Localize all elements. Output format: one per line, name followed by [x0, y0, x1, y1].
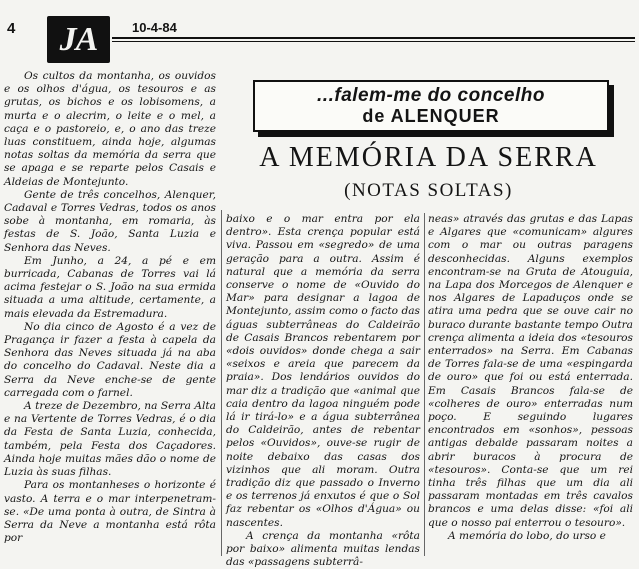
right-text-column — [428, 213, 633, 556]
header-rule — [112, 37, 635, 39]
paragraph: Para os montanheses o horizonte é vasto. A terra e o mar interpenetram-se. «De uma ponta à outra, de Sintra à Serra da Neve a montanha está rôta por — [4, 479, 216, 545]
article-subtitle: (NOTAS SOLTAS) — [344, 180, 513, 201]
paragraph: Em Junho, a 24, a pé e em burricada, Cabanas de Torres vai lá acima festejar o S. João na sua ermida situada a uma altitude, certamente, a mais elevada da Estremadura. — [4, 254, 216, 320]
left-text-column — [4, 70, 216, 556]
banner-line-1: ...falem-me do concelho — [317, 85, 545, 106]
paragraph: Os cultos da montanha, os ouvidos e os olhos d'água, os tesouros e as grutas, os bichos e os lobisomens, a murta e o alecrim, o leite e o mel, a caça e o pastoreio, e, o ano das treze luas constituem, ainda hoje, algumas notas soltas da memória da serra que se apaga e se reparte pelos Casais e Aldeias de Montejunto. — [4, 70, 216, 188]
section-banner — [253, 80, 609, 132]
column-divider — [221, 210, 222, 556]
paragraph: baixo e o mar entra por ela dentro». Esta crença popular está viva. Passou em «segredo» de uma geração para a outra. Assim é natural que a memória da serra conserve o nome de «Ouvido do Mar» para designar a lagoa de Montejunto, assim como o facto das águas subterrâneas do Caldeirão de Casais Brancos rebentarem por «dois ouvidos» donde chega a sair «seixos e areia que parecem da praia». Dos lendários ouvidos do mar diz a tradição que «animal que caia dentro da lagoa ninguém pode lá ir tirá-lo» e a água subterrânea do Caldeirão, antes de rebentar pelos «Ouvidos», ouve-se rugir de noite debaixo das casas dos vizinhos que ali moram. Outra tradição diz que passado o Inverno e os terrenos já enxutos é que o Sol faz rebentar os «Olhos d'Água» ou nascentes. — [226, 213, 420, 529]
column-divider — [424, 213, 425, 556]
page-number: 4 — [7, 20, 16, 37]
middle-text-column — [226, 213, 420, 569]
paragraph: neas» através das grutas e das Lapas e Algares que «comunicam» algures com o mar ou outras paragens desconhecidas. Alguns exemplos encontram-se na Gruta de Atouguia, na Lapa dos Morcegos de Alenquer e nos Algares de Lapaduços onde se atira uma pedra que se ouve cair no buraco durante bastante tempo Outra crença alimenta a ideia dos «tesouros enterrados» na Serra. Em Cabanas de Torres fala-se de uma «espingarda de ouro» que foi ou está enterrada. Em Casais Brancos fala-se de «colheres de ouro» enterradas num poço. E seguindo lugares encontrados em «sonhos», pessoas antigas debalde passaram noites a abrir buracos à procura de «tesouros». Conta-se que um rei tinha três filhas que um dia ali passaram montadas em três cavalos brancos e uma delas disse: «foi ali que o nosso pai enterrou o tesouro». — [428, 213, 633, 529]
header-rule-thin — [112, 41, 635, 42]
issue-date: 10-4-84 — [132, 20, 177, 35]
paragraph: No dia cinco de Agosto é a vez de Pragança ir fazer a festa à capela da Senhora das Neves situada já na aba do concelho do Cadaval. Neste dia a Serra da Neve enche-se de gente carregada com o farnel. — [4, 320, 216, 399]
paragraph: A crença da montanha «rôta por baixo» alimenta muitas lendas das «passagens subterrâ- — [226, 529, 420, 569]
newspaper-logo: JA — [47, 16, 110, 63]
paragraph: A treze de Dezembro, na Serra Alta e na Vertente de Torres Vedras, é o dia da Festa de Santa Luzia, conhecida, também, pela Festa dos Caçadores. Ainda hoje muitas mães dão o nome de Luzia às suas filhas. — [4, 400, 216, 479]
paragraph: A memória do lobo, do urso e — [448, 529, 606, 542]
paragraph: Gente de três concelhos, Alenquer, Cadaval e Torres Vedras, todos os anos sobe à montanha, em romaria, às festas de S. João, Santa Luzia e Senhora das Neves. — [4, 188, 216, 254]
banner-line-2: de ALENQUER — [362, 106, 500, 126]
article-title: A MEMÓRIA DA SERRA — [259, 142, 598, 173]
